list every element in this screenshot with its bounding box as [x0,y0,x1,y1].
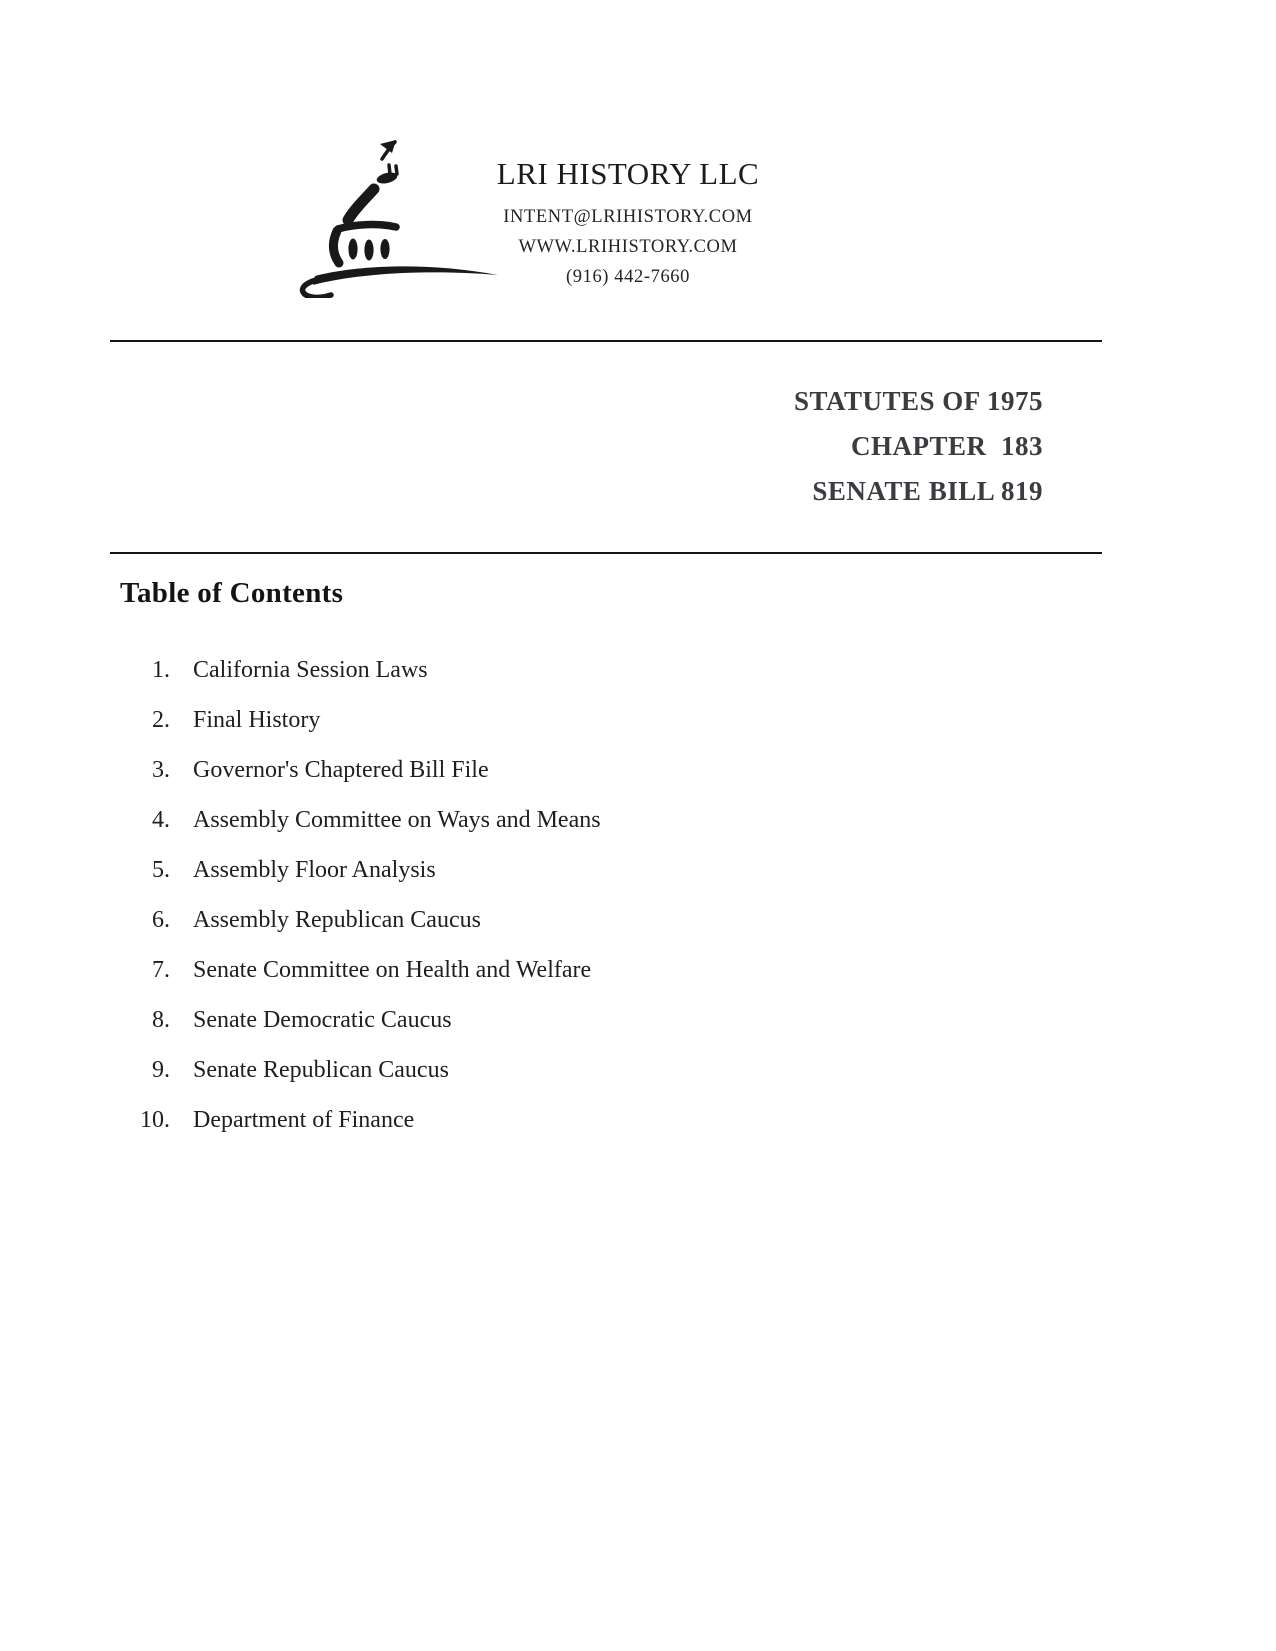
toc-item-label: Senate Republican Caucus [193,1056,449,1083]
toc-item-number: 2. [152,706,170,733]
toc-item [120,695,601,745]
statute-block [794,379,1043,514]
toc-item-label: California Session Laws [193,656,428,683]
toc-item-number: 6. [152,906,170,933]
toc-item [120,945,601,995]
toc-item-number: 1. [152,656,170,683]
toc-item-number: 9. [152,1056,170,1083]
toc-item-number: 10. [140,1106,170,1133]
toc-item [120,795,601,845]
toc-item [120,845,601,895]
toc-item [120,1045,601,1095]
toc-item [120,895,601,945]
toc-item-label: Department of Finance [193,1106,415,1133]
toc-item-number: 4. [152,806,170,833]
chapter-line: CHAPTER 183 [850,431,1043,461]
phone-text: (916) 442-7660 [565,267,690,287]
horizontal-rule-top [110,340,1102,342]
toc-item [120,645,601,695]
toc-item-label: Governor's Chaptered Bill File [193,756,489,783]
statutes-year-line: STATUTES OF 1975 [793,386,1043,416]
letterhead [438,153,818,292]
website-text: WWW.LRIHISTORY.COM [518,237,738,257]
toc-title: Table of Contents [120,577,344,609]
toc-item-label: Assembly Republican Caucus [193,906,481,933]
toc-item [120,1095,601,1145]
toc-item-number: 3. [152,756,170,783]
senate-bill-line: SENATE BILL 819 [812,476,1043,506]
horizontal-rule-bottom [110,552,1102,554]
toc-item-label: Senate Democratic Caucus [193,1006,452,1033]
company-name: LRI HISTORY LLC [496,156,760,191]
toc-item [120,745,601,795]
toc-list [120,645,601,1145]
toc-item [120,995,601,1045]
toc-item-number: 5. [152,856,170,883]
toc-item-number: 8. [152,1006,170,1033]
contact-block [438,202,818,292]
toc-item-label: Senate Committee on Health and Welfare [193,956,592,983]
email-text: INTENT@LRIHISTORY.COM [503,207,753,227]
toc-item-label: Final History [193,706,321,733]
toc-item-label: Assembly Floor Analysis [193,856,436,883]
toc-item-number: 7. [152,956,170,983]
toc-item-label: Assembly Committee on Ways and Means [193,806,601,833]
